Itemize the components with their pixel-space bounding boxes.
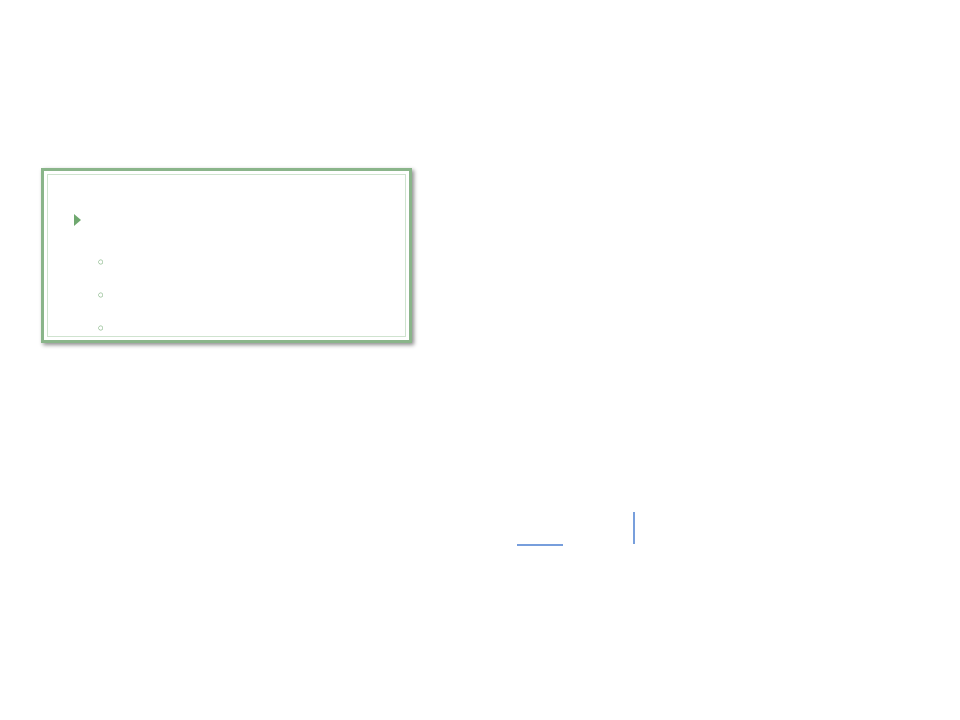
sub-bullet-item: [96, 280, 116, 313]
bullet-box: [41, 168, 412, 343]
myotonic-run-trace-image: [160, 388, 720, 566]
sub-bullet-item: [96, 313, 116, 346]
main-bullet: [74, 207, 93, 238]
triangle-bullet-icon: [74, 214, 81, 226]
ring-bullet-icon: ◦: [96, 319, 106, 338]
ring-bullet-icon: ◦: [96, 286, 106, 305]
sub-bullet-list: [96, 247, 116, 346]
ring-bullet-icon: ◦: [96, 253, 106, 272]
emg-recording-image: [519, 125, 912, 385]
sub-bullet-item: [96, 247, 116, 280]
